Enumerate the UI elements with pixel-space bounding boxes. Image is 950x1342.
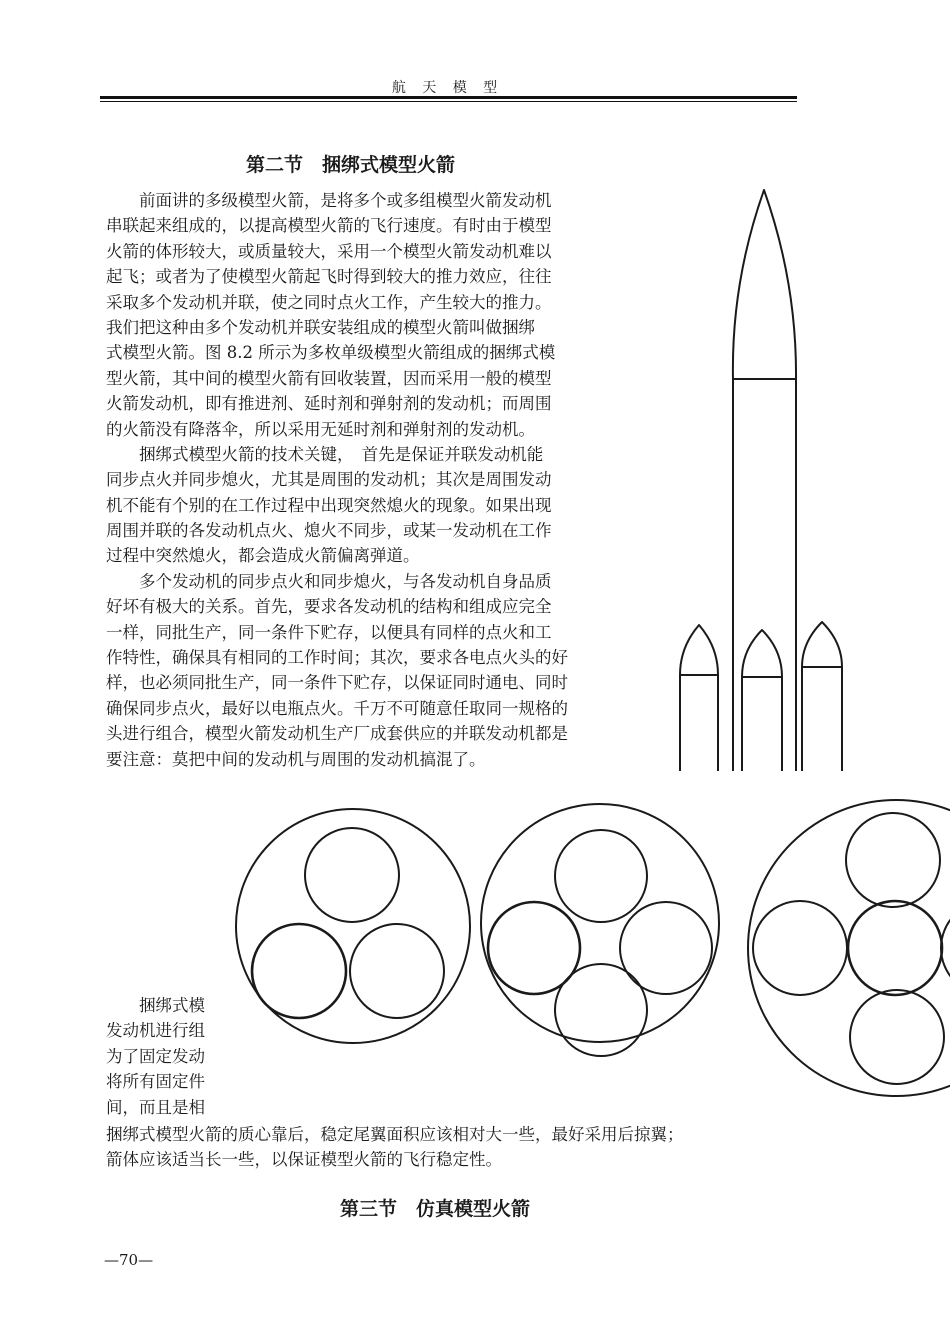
text-line: 周围并联的各发动机点火、熄火不同步，或某一发动机在工作 [106,521,552,541]
text-line: 间，而且是相 [106,1097,205,1117]
text-line: 前面讲的多级模型火箭，是将多个或多组模型火箭发动机 [106,191,552,210]
text-line: 机不能有个别的在工作过程中出现突然熄火的现象。如果出现 [106,495,552,515]
text-line: 的火箭没有降落伞，所以采用无延时剂和弹射剂的发动机。 [106,419,535,439]
right-booster [802,622,842,771]
text-line: 火箭发动机，即有推进剂、延时剂和弹射剂的发动机；而周围 [106,394,552,414]
text-line: 箭体应该适当长一些，以保证模型火箭的飞行稳定性。 [106,1150,502,1170]
text-line: 型火箭，其中间的模型火箭有回收装置，因而采用一般的模型 [106,368,552,388]
text-line: 火箭的体形较大，或质量较大，采用一个模型火箭发动机难以 [106,241,552,261]
engine-circle [753,901,847,995]
engine-circle [846,813,940,907]
text-line: 样，也必须同批生产，同一条件下贮存，以保证同时通电、同时 [106,673,568,693]
engine-circle [555,830,647,922]
text-line: 起飞；或者为了使模型火箭起飞时得到较大的推力效应，往往 [106,267,552,287]
text-line: 同步点火并同步熄火，尤其是周围的发动机；其次是周围发动 [106,470,552,490]
engine-circle [305,828,399,922]
section-title: 第二节 捆绑式模型火箭 [246,154,456,176]
text-line: 采取多个发动机并联，使之同时点火工作，产生较大的推力。 [106,292,552,312]
text-line: 为了固定发动 [106,1046,205,1066]
text-line: 确保同步点火，最好以电瓶点火。千万不可随意任取同一规格的 [106,698,568,718]
text-line: 捆绑式模型火箭的技术关键， 首先是保证并联发动机能 [106,444,544,464]
engine-circle [252,924,346,1018]
paragraph [106,188,568,772]
text-line: 一样，同批生产，同一条件下贮存，以便具有同样的点火和工 [106,622,552,642]
text-line: 串联起来组成的，以提高模型火箭的飞行速度。有时由于模型 [106,216,552,236]
left-booster [680,625,718,771]
text-line: 头进行组合，模型火箭发动机生产厂成套供应的并联发动机都是 [106,724,568,744]
engine-circle [848,901,942,995]
text-line: 捆绑式模 [106,996,205,1015]
text-line: 过程中突然熄火，都会造成火箭偏离弹道。 [106,546,420,566]
text-line: 我们把这种由多个发动机并联安装组成的模型火箭叫做捆绑 [106,317,535,337]
text-line: 发动机进行组 [106,1021,205,1041]
text-line: 多个发动机的同步点火和同步熄火，与各发动机自身品质 [106,571,552,591]
header-rule-thick [100,96,797,99]
engine-circle [850,990,944,1084]
text-line: 将所有固定件 [106,1072,205,1092]
engine-circle [350,924,444,1018]
text-line: 要注意：莫把中间的发动机与周围的发动机搞混了。 [106,749,486,769]
four-engine-outer-ring [481,804,719,1042]
bundled-rocket-illustration [660,185,950,775]
paragraph-partial [106,993,226,1120]
running-header: 航 天 模 型 [391,80,504,96]
header-rule-thin [100,101,797,102]
cross-section-figure [230,785,950,1130]
middle-booster [742,630,782,771]
engine-circle [620,902,712,994]
text-line: 捆绑式模型火箭的质心靠后，稳定尾翼面积应该相对大一些，最好采用后掠翼； [106,1125,684,1144]
section-title: 第三节 仿真模型火箭 [340,1198,531,1220]
text-line: 作特性，确保具有相同的工作时间；其次，要求各电点火头的好 [106,648,568,668]
page-number: —70— [104,1251,154,1269]
text-line: 式模型火箭。图 8.2 所示为多枚单级模型火箭组成的捆绑式模 [106,343,556,363]
text-line: 好坏有极大的关系。首先，要求各发动机的结构和组成应完全 [106,597,552,617]
